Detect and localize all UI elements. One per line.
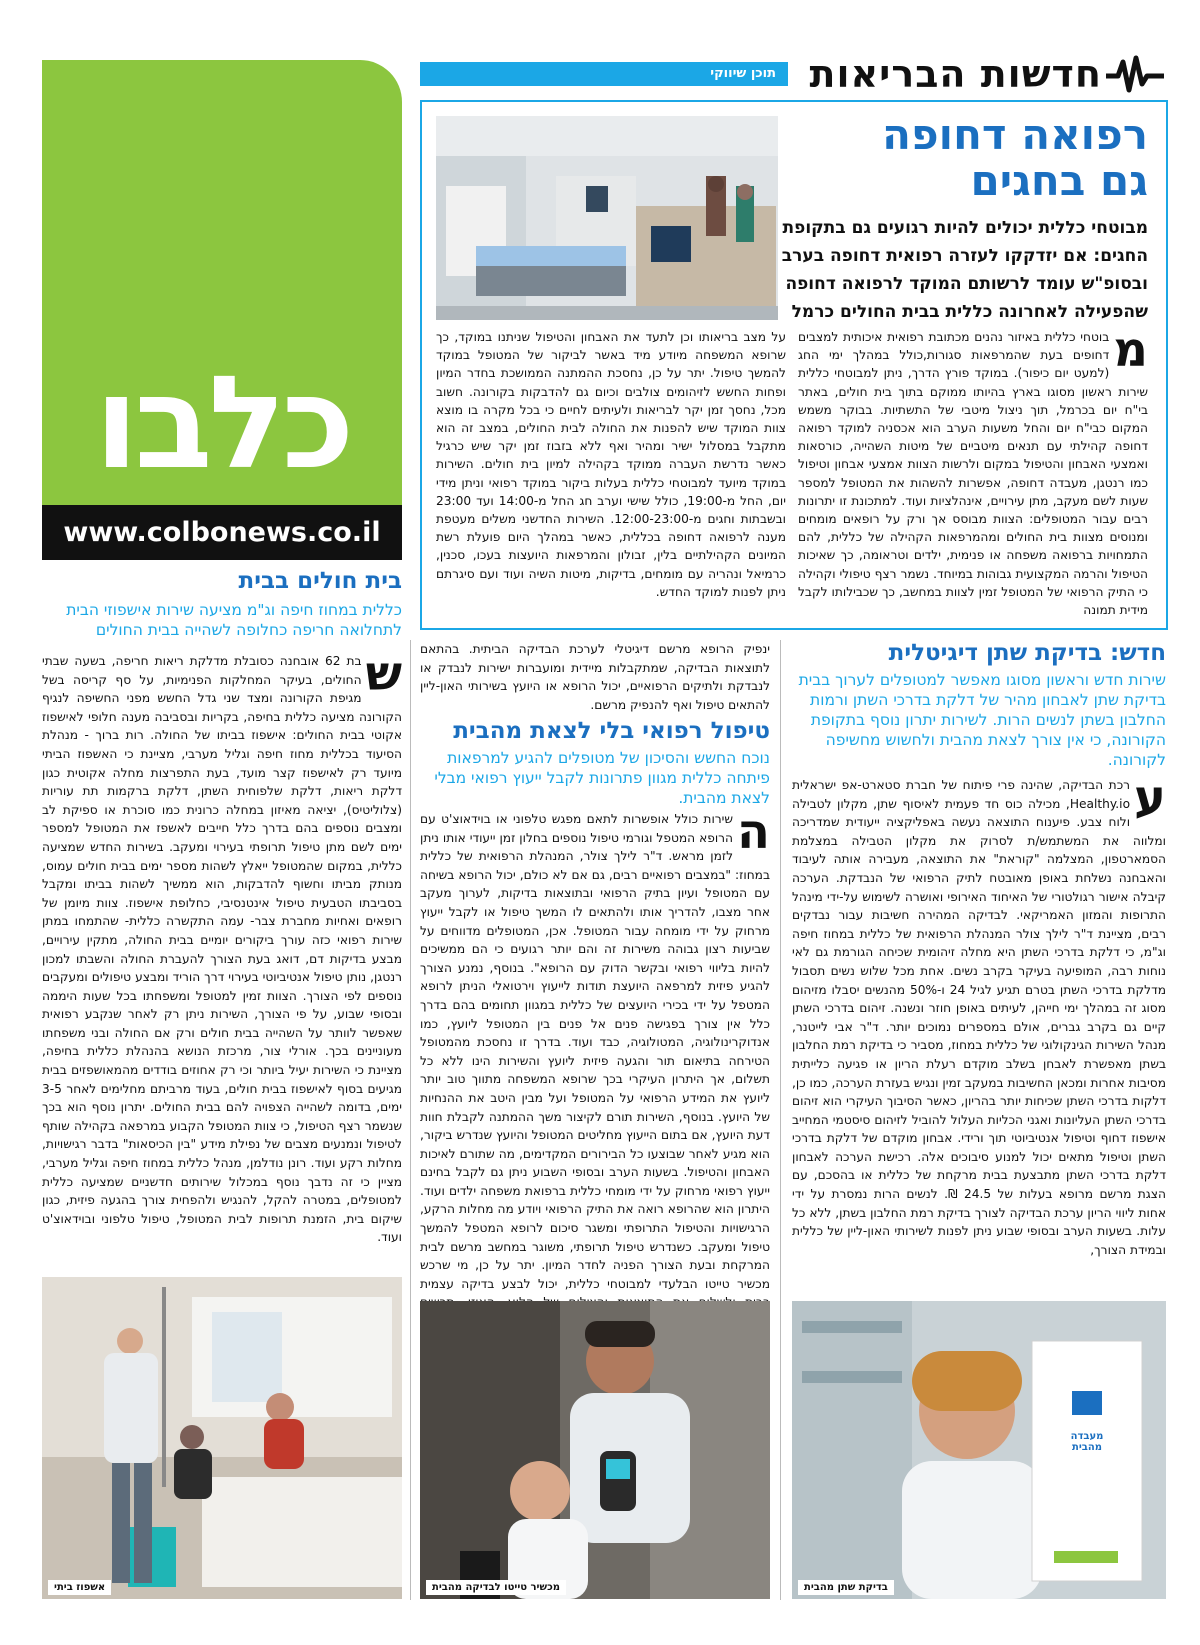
home-hospitalization-photo [42, 1277, 402, 1599]
emergency-room-photo [436, 116, 778, 320]
home-hospital-deck: כללית במחוז חיפה וג"מ מציעה שירות אישפוזי הבית לתחלואה חריפה כחלופה לשהייה בבית החולים [66, 601, 402, 639]
feature-column-left: על מצב בריאותו וכן לתעד את האבחון והטיפול שניתנו במוקד, כך שרופא המשפחה מיודע מיד באשר לביקור של המטופל במוקד להמשך טיפול. יתר על כן, נחסכת ההמתנה הממושכת בחדר המיון ופחות החשש לזיהומים צולבים וכיום גם להדבקות בקורונה. חשוב מכל, נחסך זמן יקר לבריאות ולעיתים לחיים כי בכל מקרה בו מוצא צוות המוקד שיש להפנות את החולה לבית החולים, במצב זה הוא מתקבל במסלול ישיר ומהיר ואף ללא בזבוז זמן יקר שיש כרגיל כאשר נדרשת העברה ממוקד בקהילה למיון בית חולים. השירות במוקד מיועד למבוטחי כללית בעלות ביקור במוקד רפואי וניתן מידי יום, החל מ-19:00, כולל שישי וערב חג החל מ-14:00 ועד 23:00 ובשבתות וחגים מ-12:00-23:00. השירות החדשני משלים מעטפת מענה לרפואה דחופה בכללית, כאשר במהלך היום פועלת רשת המיונים הקהילתיים בלין, זבולון והמרפאות היועצות בעכו, סכנין, כרמיאל ונהריה עם מומחים, בדיקות, מיטות השיה ועוד ועם סיגרתם ניתן לפנות למוקד החדש. [436, 330, 786, 599]
urine-test-title: חדש: בדיקת שתן דיגיטלית [888, 640, 1166, 666]
urine-test-kit-photo [792, 1301, 1166, 1599]
home-hospital-title: בית חולים בבית [238, 568, 402, 594]
feature-title: רפואה דחופה גם בחגים [882, 110, 1148, 205]
brand-panel [42, 60, 402, 505]
feature-column-right [798, 322, 1148, 620]
tyto-device-caption: מכשיר טייטו לבדיקה מהבית [426, 1580, 566, 1595]
remote-care-title: טיפול רפואי בלי לצאת מהבית [453, 718, 770, 744]
remote-care-dropcap: ה [737, 804, 770, 860]
feature-dropcap: מ [1113, 322, 1148, 378]
urine-test-deck: שירות חדש וראשון מסוגו מאפשר למטופלים לערוך בבית בדיקת שתן לאבחון מהיר של דלקת בדרכי השתן ורמות החלבון בשתן לנשים הרות. לשירות יתרון נוסף בתקופת הקורונה, כי אין צורך לצאת מהבית ולחשוש מחשיפה לקורונה. [798, 671, 1166, 769]
column-divider [410, 640, 411, 1600]
brand-url[interactable]: www.colbonews.co.il [42, 505, 402, 560]
column-divider [780, 640, 781, 1600]
brand-logo: כלבו [94, 349, 351, 498]
masthead-title: חדשות הבריאות [809, 52, 1102, 96]
remote-care-body: ה שירות כולל אופשרות לתאם מפגש טלפוני או בוידאוצ'ט עם הרופא המטפל וגורמי טיפול נוספים בחלון זמן ייעודי אותו ניתן לזמן מראש. ד"ר לילך צולר, המנהלת הרפואית של כללית במחוז: "במצבים רפואיים רבים, גם אם לא כולם, יכול הרופא בשיחה עם המטופל ועיון בתיק הרפואי ובתוצאות בדיקות, לערוך מעקב אחר מצבו, להדריך אותו ולהתאים לו המשך טיפול או לקבל ייעוץ מרחוק על ידי מומחה עבור המטופל. אכן, המטופלים מדווחים על שביעות רצון גבוהה משירות זה והם יותר רגועים כי הם ממשיכים להיות בליווי רפואי ובקשר הדוק עם הרופא". בנוסף, נמנע הצורך להגיע פיזית למרפאה היועצת תודות לייעוץ וירטואלי הניתן לרופא המטפל על ידי בכירי היועצים של כללית במגוון תחומים בהם בדרך כלל אין צורך בפגישה פנים אל פנים בין המטופל ליועץ, כמו אנדוקרינולוגיה, המטולוגיה, כבד ועוד. בדרך זו נחסכת מהמטופל הטירחה בתיאום תור והגעה פיזית ליועץ והשירות הינו ללא כל תשלום, אך היתרון העיקרי בכך שרופא המשפחה מתווך טוב יותר ליועץ את המידע הרפואי על המטופל ועל מבין היטב את ההנחיות של היועץ. בנוסף, השירות תורם לקיצור משך ההמתנה לקבלת חוות דעת היועץ, אם בתום הייעוץ מחליטים המטופל והיועץ שנדרש ביקור, הוא מגיע לאחר שבוצעו כל הבירורים המקדימים, מה שתורם לאיכות האבחון והטיפול. בשעות הערב ובסופי השבוע ניתן גם לקבל בחינם ייעוץ רפואי מרחוק על ידי מומחי כללית ברפואת משפחה ילדים ועוד. היתרון הוא שהרופא רואה את התיק הרפואי ויודע מה מחלות הרקע, הרגישויות והטיפול התרופתי ומשגר סיכום לרופא המטפל להמשך טיפול ומעקב. כשנדרש טיפול תרופתי, משוגר במחשב מרשם לבית המרקחת ובעת הצורך הפניה לחדר המיון. יתר על כן, מי שרכש מכשיר טייטו הבלעדי למבוטחי כללית, יכול לבצע בדיקה עצמית [420, 804, 770, 1291]
home-hospitalization-caption: אשפוז ביתי [48, 1580, 111, 1595]
urine-test-caption: בדיקת שתן מהבית [798, 1580, 894, 1595]
home-hospital-body: ש בת 62 אובחנה כסובלת מדלקת ריאות חריפה, בשעה שבתי החולים, בעיקר המחלקות הפנימיות, על סף קריסה בשל מגיפת הקורונה ומצד שני גדל החשש מפני החשיפה לנגיף הקורונה מציעה כללית בחיפה, בקריות ובסביבה מענה חלופי לאישפוז אקוטי בבית החולים: אישפוז בביתו של החולה. רות ברוך - מנהלת הסיעוד בכללית מחוז חיפה וגליל מערבי, מציינת כי האשפוז הביתי מיועד רק לאישפוז קצר מועד, בעת התפרצות מחלה אקוטית כגון דלקת ריאות, דלקת שלפוחית השתן, דלקת ברקמות תת עוריות (צלוליטיס), יציאה מאיזון במחלה כרונית כמו סוכרת או ספיקת לב ומצבים נוספים בהם בדרך כלל חייבים לאשפז את המטופל למספר ימים לשם מתן טיפול תרופתי בעירוי ומעקב. בשירות החדש שמציעה כללית, במקום שהמטופל ייאלץ לשהות מספר ימים בבית חולים עמוס, מנותק מביתו וחשוף להדבקות, הוא ממשיך לשהות בביתו ומקבל בסביבתו הטבעית טיפול אינטנסיבי, כחלופת אישפוז. צוות מיומן של רופאים ואחיות מחברת צבר- עמה התקשרה כללית- שהתמחו במתן שירות רפואי כזה עורך ביקורים יומיים בבית החולה, מתקין עירויים, מבצע בדיקות דם, דואג בעת הצורך להעברת החולה והשבתו למכון רנטגן, נותן טיפול אנטיביוטי בעירוי דרך הוריד ומבצע טיפולים ומעקבים נוספים לפי הצורך. הצוות זמין למטופל ומשפחתו בכל שעות היממה ובסופי שבוע, על פי הצורך, השירות ניתן רק לאחר שנקבע רפואית שאפשר לוותר על השהייה בבית חולים ורק אם החולה ובני משפחתו מעוניינים בכך. אורלי צור, מרכזת הנושא בהנהלת כללית בחיפה, מציינת כי השירות יעיל ביותר וכי רק אחוזים בודדים מהמאושפזים בבית מגיעים בסוף לאישפוז בבית חולים, בעוד מרביתם מחלימים לאחר 3-5 ימים, בדומה לשהייה הצפויה להם בבית החולים. יתרון נוסף הוא בכך שנשמר רצף הטיפול, כי צוות המטופל הקבוע במרפאה בקהילה שותף לטיפול ונמנעים מצבים של נפילת מידע "בין הכיסאות" בדבר רגישויות, מחלות רקע ועוד. רונן נודלמן, מנהל כללית במחוז חיפה וגליל מערבי, מציין כי זה נדבך נוסף במכלול שירותים חדשניים שמציעה כללית למטופלים, במטרה להקל, להנגיש ולהפחית צורך בהגעה פיזית, כגון שיקום בית, הזמנת תרופות לבית המטופל, טיפול טלפוני ובוידאוצ'ט ועוד. [42, 646, 402, 1245]
remote-care-deck: נוכח החשש והסיכון של מטופלים להגיע למרפאות פיתחה כללית מגוון פתרונות לקבל ייעוץ רפואי מבלי לצאת מהבית. [434, 749, 770, 807]
feature-body-right: בוטחי כללית באיזור נהנים מכתובת רפואית איכותית למצבים דחופים בעת שהמרפאות סגורות,כולל במהלך ימי החג (למעט יום כיפור). במוקד פורץ הדרך, ניתן למבוטחי כללית שירות ראשון מסוגו בארץ בהיותו ממוקם בתוך בית חולים, באתר בי"ח יום בכרמל, תוך ניצול מיטבי של התשתיות. בבוקר משמש המקום כבי"ח יום והחל משעות הערב הוא אכסניה למוקד רפואה דחופה קהילתי עם תנאים מיטביים של מיטות השהייה, כורסאות ואמצעי האבחון והטיפול במקום ולרשות הצוות אמצעי אבחון וטיפול כמו רנטגן, מעבדה דחופה, אפשרות להשהות את המטופל למספר שעות לשם מעקב, מתן עירויים, אינהלציות ועוד. למתכונת זו יתרונות רבים עבור המטופלים: הצוות מבוסס אך ורק על רופאים מומחים ומנוסים מצוות בית החולים ומהמרפאות הקהילה של כללית, להם התמחויות ברפואה משפחה או פנימית, ילדים וטראומה, כך שאיכות הטיפול והרמה המקצועית גבוהות במיוחד. נשמר רצף טיפולי וקהילה כי התיק הרפואי של המטופל זמין לצוות במחשב, כך שכבילותו לקבל מידית תמונה [798, 330, 1148, 618]
remote-care-top-text: ינפיק הרופא מרשם דיגיטלי לערכת הבדיקה הביתית. בהתאם לתוצאות הבדיקה, שמתקבלות מיידית ומועברות ישירות לנבדק או לנבדקת ולתיקים הרפואיים, יכול הרופא או היועץ בשירותי האון-ליין להתאים טיפול ואף להנפיק מרשם. [420, 642, 770, 712]
sponsored-label: תוכן שיווקי [420, 62, 788, 86]
heartbeat-icon [1106, 54, 1164, 94]
feature-deck: מבוטחי כללית יכולים להיות רגועים גם בתקופת החגים: אם יזדקקו לעזרה רפואית דחופה בערב ובסופ"ש עומד לרשותם המוקד לרפואה דחופה שהפעילה לאחרונה כללית בבית החולים כרמל [781, 218, 1148, 322]
home-hospital-dropcap: ש [365, 646, 402, 702]
feature-article [420, 100, 1168, 630]
tyto-device-photo [420, 1301, 770, 1599]
urine-kit-box-label: מעבדה מהבית [1070, 1431, 1104, 1453]
urine-test-body: ע רכת הבדיקה, שהינה פרי פיתוח של חברת סטארט-אפ ישראלית Healthy.io, מכילה כוס חד פעמית לאיסוף שתן, מקלון לטבילה ולוח צבע. פיענוח התוצאה נעשה באפליקציה ייעודית שמדריכה ומלווה את המשתמש/ת לסרוק את מקלון הטבילה במצלמת הסמארטפון, המצלמה "קוראת" את התוצאה, מעבירה אותה לעיבוד והאבחנה נשלחת באופן מאובטח לתיק הרפואי של הנבדקת. הערכה קיבלה אישור רגולטורי של האיחוד האירופי ואושרה לשימוש על-ידי מינהל התרופות והמזון האמריקאי. לבדיקה המהירה חשיבות עבור נבדקים רבים, מציינת ד"ר לילך צולר המנהלת הרפואית של כללית במחוז חיפה וג"מ, כי דלקת בדרכי השתן היא מחלה זיהומית שכיחה הגורמת גם לאי נוחות רבה, המופיעה בעיקר בקרב נשים. אחת מכל שלוש נשים תסבול מדלקת בדרכי השתן בטרם תגיע לגיל 24 ו-50% מהנשים יסבלו מזיהום מסוג זה במהלך ימי חייהן, לעיתים באופן חוזר ונשנה. זיהום בדרכי השתן קיים גם בקרב גברים, אולם במספרים נמוכים יותר. ד"ר אבי לייטנר, מנהל השירות הגינקולוגי של כללית במחוז, מסביר כי בדיקת רמת החלבון בשתן מאפשרת לאבחן בשלב מוקדם רעלת הריון או פגיעה כלייתית מסיבות אחרות ומכאן החשיבות במעקב זמין ונגיש בעזרת הערכה, כמו כן, דלקות בדרכי השתן שכיחות יותר בהריון, כאשר הסיבוך העיקרי הוא זיהום בדרכי השתן העליונות ואגני הכליות העלול להוביל לזיהום סיסטמי המחייב אישפוז דחוף וטיפול אנטיביוטי תוך ורידי. אבחון מוקדם של דלקת בדרכי השתן וטיפול מתאים יכול למנוע סיבוכים אלה. רכישת הערכה לאבחון דלקת בדרכי השתן מתבצעת בבית מרקחת של כללית או בהסכם, עם הצגת מרשם מרופא בעלות של 24.5 ₪. לנשים הרות נמסרת על ידי אחות ליווי הריון ערכת הבדיקה לצורך בדיקת רמת החלבון בשתן, ללא כל עלות. בשעות הערב ובסופי שבוע ניתן לפנות לשירותי האון-ליין של כללית ובמידת הצורך, [792, 770, 1166, 1257]
urine-test-dropcap: ע [1134, 770, 1166, 826]
